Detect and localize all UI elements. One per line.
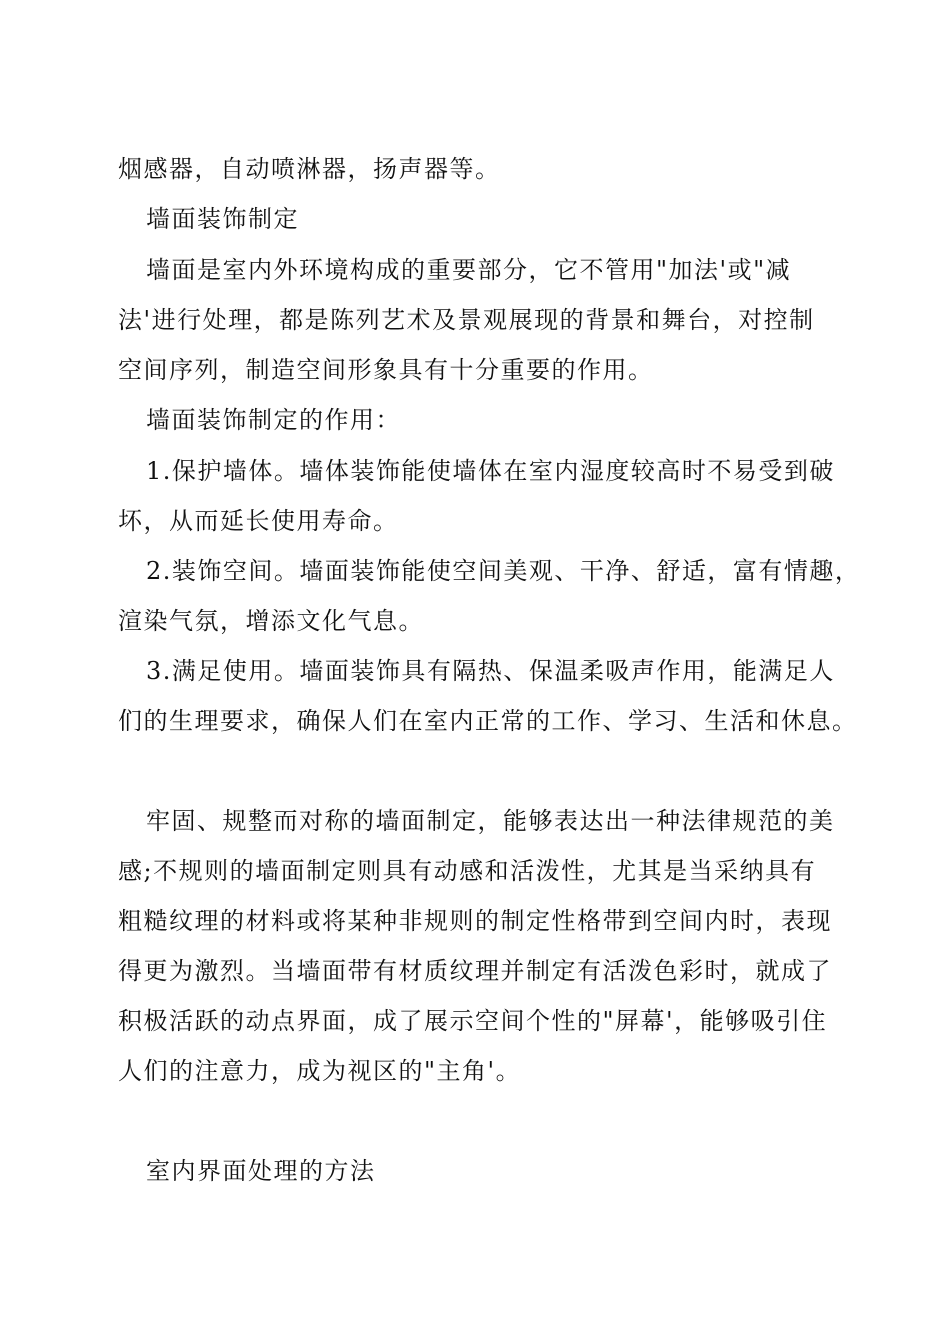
text-line: 得更为激烈。当墙面带有材质纹理并制定有活泼色彩时，就成了 xyxy=(118,957,832,985)
text-line: 们的生理要求，确保人们在室内正常的工作、学习、生活和休息。 xyxy=(118,707,858,735)
section-heading: 室内界面处理的方法 xyxy=(146,1157,376,1185)
text-line: 烟感器，自动喷淋器，扬声器等。 xyxy=(118,155,501,183)
text-line: 空间序列，制造空间形象具有十分重要的作用。 xyxy=(118,356,654,384)
text-line: 渲染气氛，增添文化气息。 xyxy=(118,607,424,635)
text-line: 法'进行处理，都是陈列艺术及景观展现的背景和舞台，对控制 xyxy=(118,306,815,334)
list-item: 1.保护墙体。墙体装饰能使墙体在室内湿度较高时不易受到破 xyxy=(146,457,835,485)
text-line: 墙面是室内外环境构成的重要部分，它不管用"加法'或"减 xyxy=(146,256,792,284)
text-line: 坏，从而延长使用寿命。 xyxy=(118,507,399,535)
text-line: 人们的注意力，成为视区的"主角'。 xyxy=(118,1057,522,1085)
section-heading: 墙面装饰制定 xyxy=(146,205,299,233)
text-line: 墙面装饰制定的作用： xyxy=(146,406,401,434)
text-line: 粗糙纹理的材料或将某种非规则的制定性格带到空间内时，表现 xyxy=(118,907,832,935)
text-line: 感;不规则的墙面制定则具有动感和活泼性，尤其是当采纳具有 xyxy=(118,857,817,885)
text-line: 牢固、规整而对称的墙面制定，能够表达出一种法律规范的美 xyxy=(146,807,835,835)
list-item: 3.满足使用。墙面装饰具有隔热、保温柔吸声作用，能满足人 xyxy=(146,657,835,685)
list-item: 2.装饰空间。墙面装饰能使空间美观、干净、舒适，富有情趣， xyxy=(146,557,861,585)
text-line: 积极活跃的动点界面，成了展示空间个性的"屏幕'，能够吸引住 xyxy=(118,1007,828,1035)
